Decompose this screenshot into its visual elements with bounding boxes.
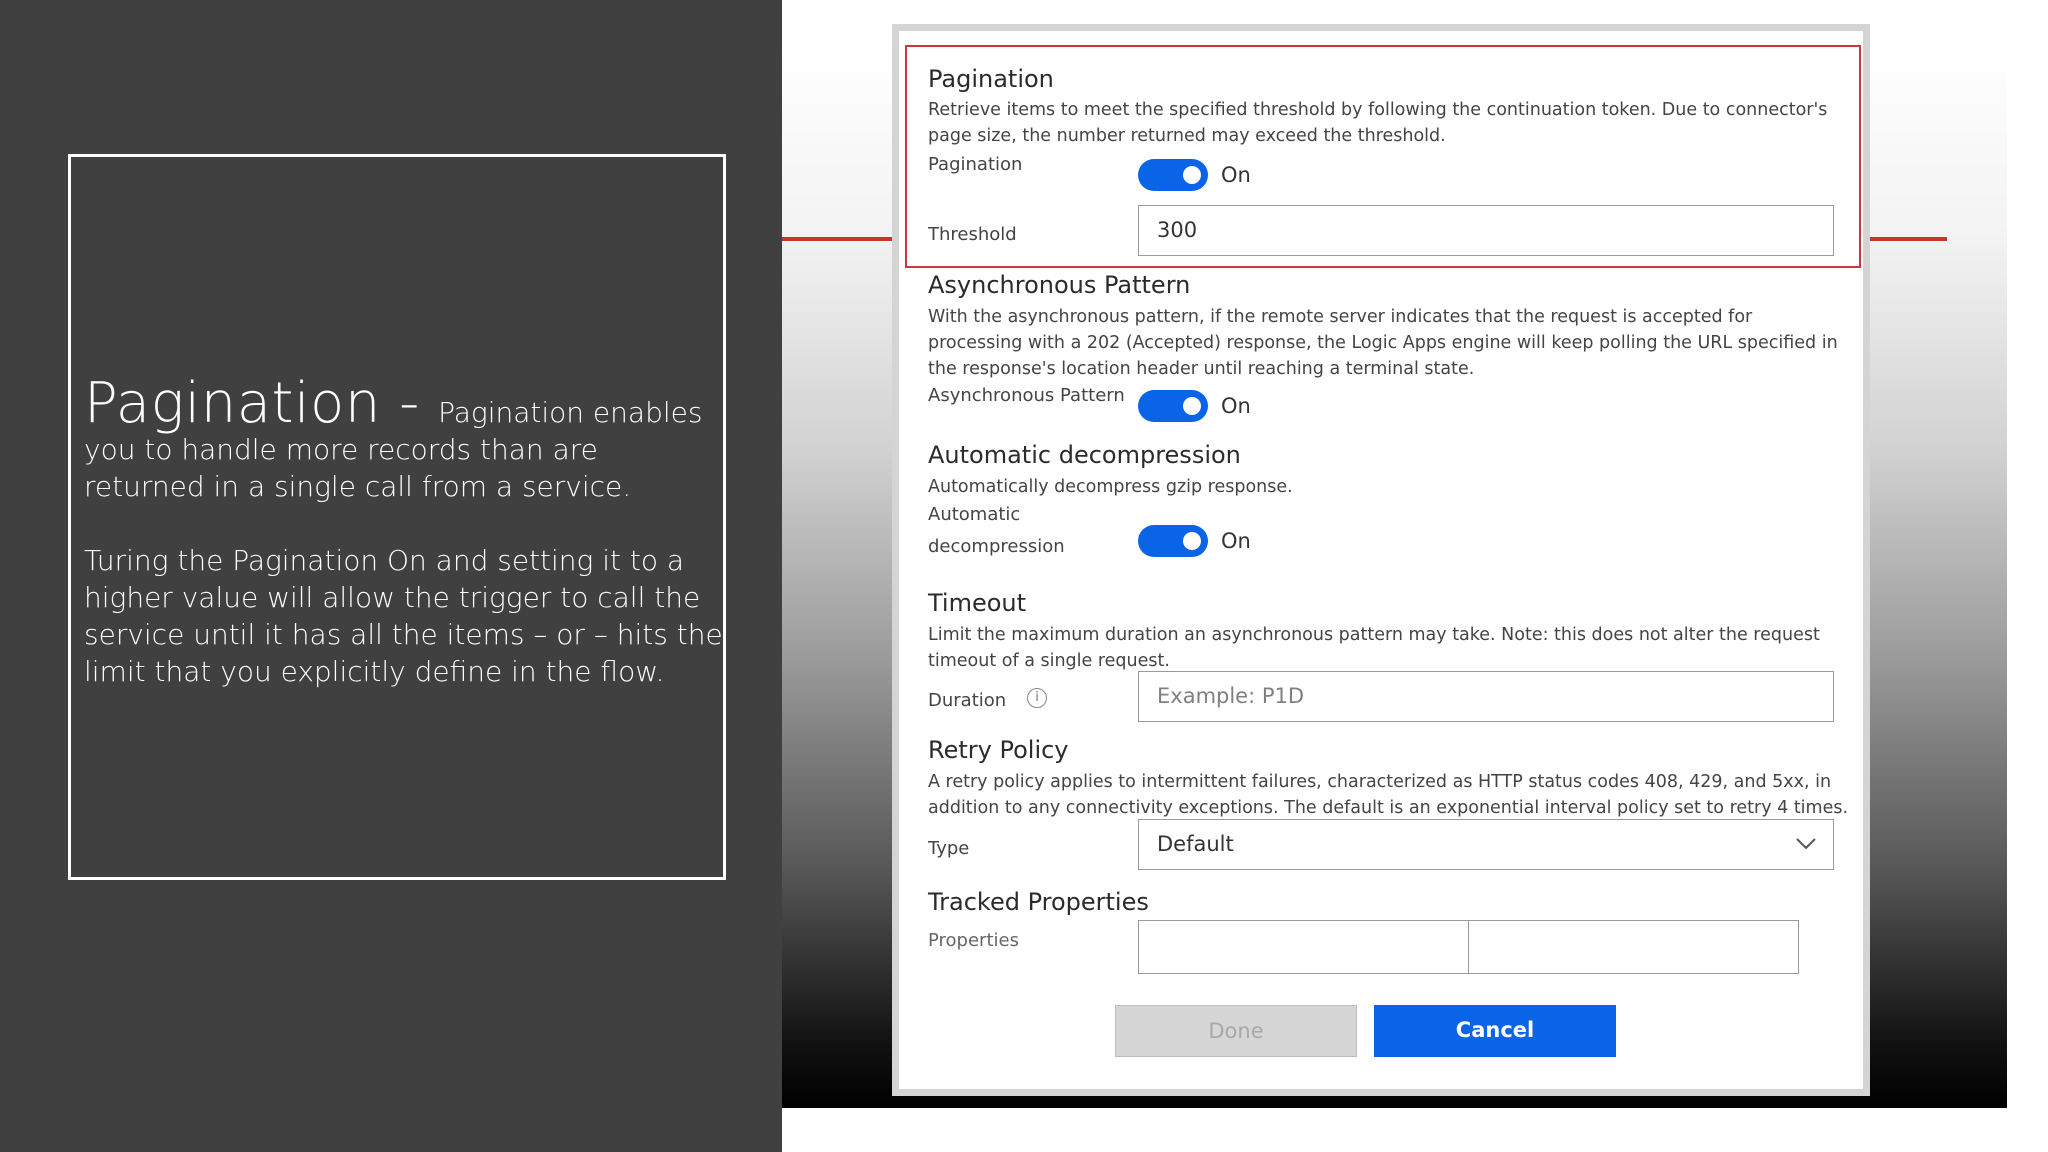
accent-line-right [1870, 237, 1947, 241]
done-button[interactable]: Done [1115, 1005, 1357, 1057]
duration-input[interactable]: Example: P1D [1138, 671, 1834, 722]
decompression-toggle-state: On [1221, 529, 1251, 553]
property-key-input[interactable] [1138, 920, 1469, 974]
slide-intro-rest: you to handle more records than are returned in a single call from a service. [84, 433, 632, 503]
decompression-toggle-label-2: decompression [928, 536, 1065, 557]
slide-title-dash: - [380, 371, 439, 436]
tracked-title: Tracked Properties [928, 888, 1149, 916]
async-toggle-state: On [1221, 394, 1251, 418]
pagination-description: Retrieve items to meet the specified threshold by following the continuation token. Due to connector's page size, the number returned may exceed the threshold. [928, 100, 1828, 146]
pagination-toggle[interactable] [1138, 159, 1208, 191]
toggle-knob [1183, 397, 1201, 415]
chevron-down-icon [1795, 837, 1817, 851]
retry-title: Retry Policy [928, 736, 1069, 764]
accent-line-left [782, 237, 892, 241]
property-value-input[interactable] [1468, 920, 1799, 974]
toggle-knob [1183, 166, 1201, 184]
decompression-description: Automatically decompress gzip response. [928, 477, 1293, 497]
slide-paragraph-2: Turing the Pagination On and setting it to a higher value will allow the trigger to call the service until it has all the items – or – hits the limit that you explicitly define in the flow. [84, 544, 723, 688]
pagination-title: Pagination [928, 65, 1054, 93]
decompression-toggle-label-1: Automatic [928, 504, 1021, 525]
settings-dialog [892, 24, 1870, 1096]
info-icon[interactable]: i [1027, 688, 1047, 708]
properties-label: Properties [928, 930, 1019, 951]
decompression-title: Automatic decompression [928, 441, 1241, 469]
decompression-toggle[interactable] [1138, 525, 1208, 557]
slide-text [84, 371, 724, 690]
toggle-knob [1183, 532, 1201, 550]
async-title: Asynchronous Pattern [928, 271, 1191, 299]
pagination-toggle-state: On [1221, 163, 1251, 187]
retry-type-value: Default [1157, 832, 1234, 856]
cancel-button[interactable]: Cancel [1374, 1005, 1616, 1057]
timeout-title: Timeout [928, 589, 1027, 617]
threshold-input[interactable]: 300 [1138, 205, 1834, 256]
slide-left-panel [0, 0, 782, 1152]
duration-label: Duration [928, 690, 1007, 711]
slide-heading-line [84, 371, 724, 436]
pagination-toggle-label: Pagination [928, 154, 1023, 175]
retry-type-select[interactable] [1138, 819, 1834, 870]
async-description: With the asynchronous pattern, if the remote server indicates that the request is accepted for processing with a 202 (Accepted) response, the Logic Apps engine will keep polling the URL specified in the response's location header until reaching a terminal state. [928, 307, 1838, 379]
async-toggle-label: Asynchronous Pattern [928, 385, 1125, 406]
type-label: Type [928, 838, 970, 859]
threshold-label: Threshold [928, 224, 1017, 245]
slide-title: Pagination [84, 371, 381, 436]
slide-intro-inline: Pagination enables [438, 396, 703, 429]
async-toggle[interactable] [1138, 390, 1208, 422]
retry-description: A retry policy applies to intermittent failures, characterized as HTTP status codes 408, 429, and 5xx, in addition to any connectivity exceptions. The default is an exponential interval policy set to retry 4 times. [928, 772, 1849, 818]
timeout-description: Limit the maximum duration an asynchronous pattern may take. Note: this does not alter the request timeout of a single request. [928, 625, 1820, 671]
